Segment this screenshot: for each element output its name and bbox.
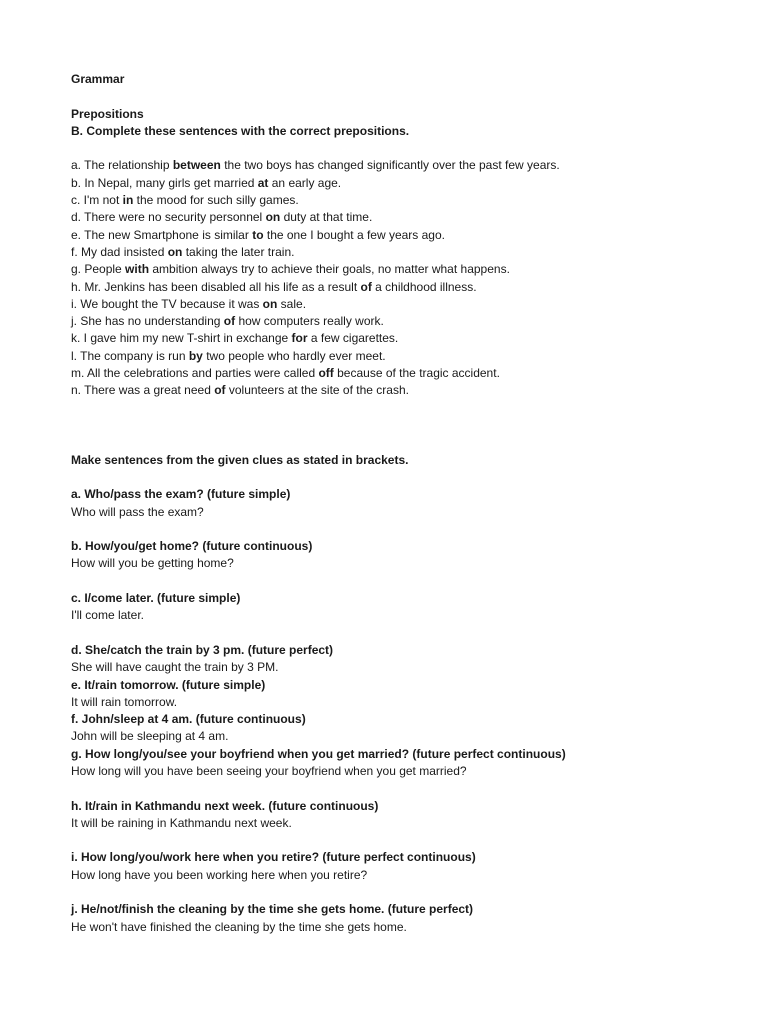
preposition-item: c. I'm not in the mood for such silly games. [71,193,299,208]
future-clue: h. It/rain in Kathmandu next week. (future continuous) [71,798,379,813]
preposition-item: b. In Nepal, many girls get married at an early age. [71,175,342,190]
preposition-answer: off [318,366,334,381]
spacer [71,884,731,901]
preposition-answer: in [122,193,134,208]
preposition-item: d. There were no security personnel on duty at that time. [71,210,373,225]
future-clue: j. He/not/finish the cleaning by the time she gets home. (future perfect) [71,902,474,917]
future-answer: How long have you been working here when you retire? [71,867,368,882]
preposition-answer: by [188,348,203,363]
spacer [71,88,731,105]
preposition-list [71,157,731,399]
spacer [71,780,731,797]
spacer [71,400,731,452]
preposition-item: m. All the celebrations and parties were called off because of the tragic accident. [71,366,500,381]
preposition-answer: between [172,158,221,173]
document-page [71,71,731,936]
preposition-item: g. People with ambition always try to achieve their goals, no matter what happens. [71,262,510,277]
preposition-answer: of [214,383,226,398]
future-answer: He won't have finished the cleaning by the time she gets home. [71,919,407,934]
preposition-answer: at [257,175,269,190]
future-answer: Who will pass the exam? [71,504,204,519]
preposition-item: l. The company is run by two people who hardly ever meet. [71,348,386,363]
document-title: Grammar [71,72,125,86]
future-exercise [71,486,731,936]
section-heading: Prepositions [71,106,144,121]
preposition-item: j. She has no understanding of how computers really work. [71,314,384,329]
preposition-item: f. My dad insisted on taking the later train. [71,244,295,259]
spacer [71,832,731,849]
future-answer: She will have caught the train by 3 PM. [71,660,279,675]
spacer [71,573,731,590]
future-answer: It will be raining in Kathmandu next week. [71,815,292,830]
future-answer: How long will you have been seeing your boyfriend when you get married? [71,763,467,778]
future-clue: b. How/you/get home? (future continuous) [71,539,313,554]
future-clue: a. Who/pass the exam? (future simple) [71,487,291,502]
future-clue: e. It/rain tomorrow. (future simple) [71,677,266,692]
spacer [71,521,731,538]
future-clue: g. How long/you/see your boyfriend when you get married? (future perfect continuous) [71,746,566,761]
preposition-answer: on [265,210,281,225]
spacer [71,140,731,157]
future-clue: i. How long/you/work here when you retire? (future perfect continuous) [71,850,476,865]
exercise-b-instruction: B. Complete these sentences with the correct prepositions. [71,123,410,138]
preposition-answer: for [291,331,308,346]
preposition-answer: with [125,262,150,277]
preposition-item: k. I gave him my new T-shirt in exchange for a few cigarettes. [71,331,399,346]
future-clue: c. I/come later. (future simple) [71,591,241,606]
preposition-item: i. We bought the TV because it was on sale. [71,296,307,311]
preposition-item: a. The relationship between the two boys has changed significantly over the past few years. [71,158,560,173]
preposition-item: n. There was a great need of volunteers at the site of the crash. [71,383,409,398]
future-clue: d. She/catch the train by 3 pm. (future perfect) [71,642,334,657]
future-answer: I'll come later. [71,608,144,623]
preposition-item: e. The new Smartphone is similar to the one I bought a few years ago. [71,227,445,242]
future-clue: f. John/sleep at 4 am. (future continuous) [71,712,306,727]
spacer [71,469,731,486]
preposition-answer: of [223,314,236,329]
future-answer: John will be sleeping at 4 am. [71,729,229,744]
preposition-answer: on [262,296,278,311]
preposition-answer: on [167,244,183,259]
future-answer: How will you be getting home? [71,556,234,571]
make-sentences-instruction: Make sentences from the given clues as stated in brackets. [71,452,409,467]
preposition-item: h. Mr. Jenkins has been disabled all his life as a result of a childhood illness. [71,279,477,294]
preposition-answer: to [252,227,264,242]
future-answer: It will rain tomorrow. [71,694,178,709]
preposition-answer: of [360,279,372,294]
spacer [71,625,731,642]
